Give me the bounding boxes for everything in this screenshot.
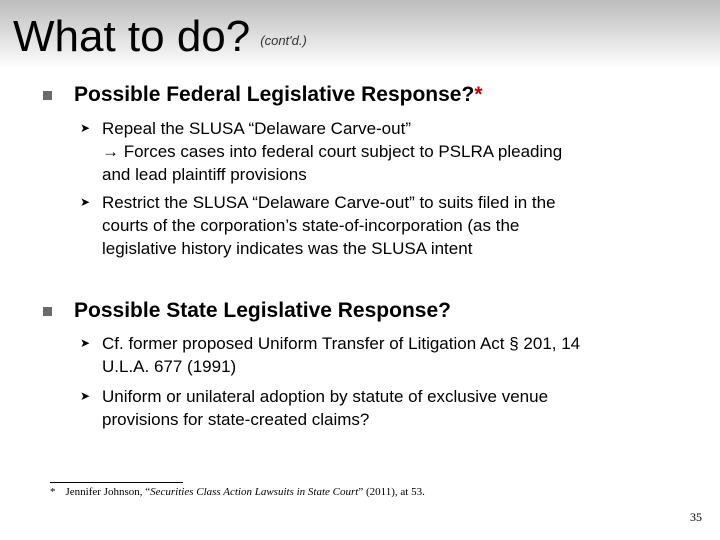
footnote-title: Securities Class Action Lawsuits in State Court: [150, 486, 359, 498]
sub-bullet-line: Restrict the SLUSA “Delaware Carve-out” to suits filed in the: [102, 193, 556, 212]
page-number: 35: [690, 510, 702, 524]
footnote-prefix: Jennifer Johnson, “: [65, 486, 151, 498]
bullet-state-text: Possible State Legislative Response?: [74, 299, 451, 322]
square-bullet-icon: [43, 307, 52, 316]
sub-bullet-line: Cf. former proposed Uniform Transfer of Litigation Act § 201, 14: [102, 334, 581, 353]
footnote-suffix: ” (2011), at 53.: [358, 486, 425, 498]
sub-bullet-line: courts of the corporation’s state-of-incorporation (as the: [102, 216, 520, 235]
slide-title: [13, 12, 307, 66]
footnote-divider: [50, 482, 183, 483]
sub-bullet-line: U.L.A. 677 (1991): [102, 357, 237, 376]
sub-bullet-line: legislative history indicates was the SLUSA intent: [102, 239, 473, 258]
arrowhead-bullet-icon: ➤: [80, 336, 91, 350]
sub-bullet-line: and lead plaintiff provisions: [102, 165, 307, 184]
square-bullet-icon: [43, 91, 52, 100]
sub-bullet-line: Uniform or unilateral adoption by statute of exclusive venue: [102, 387, 549, 406]
arrowhead-bullet-icon: ➤: [80, 389, 91, 403]
footnote-star: *: [474, 83, 483, 106]
arrowhead-bullet-icon: ➤: [80, 121, 91, 135]
sub-bullet-line: provisions for state-created claims?: [102, 410, 370, 429]
arrowhead-bullet-icon: ➤: [80, 195, 91, 209]
bullet-federal-text: Possible Federal Legislative Response?: [74, 83, 475, 106]
footnote: [50, 486, 425, 498]
footnote-mark: *: [50, 486, 56, 498]
slide-title-text: What to do?: [13, 12, 251, 61]
slide-title-subtitle: (cont'd.): [260, 33, 307, 48]
sub-bullet-line: Repeal the SLUSA “Delaware Carve-out”: [102, 119, 411, 138]
sub-bullet-line: → Forces cases into federal court subject to PSLRA pleading: [102, 142, 563, 161]
